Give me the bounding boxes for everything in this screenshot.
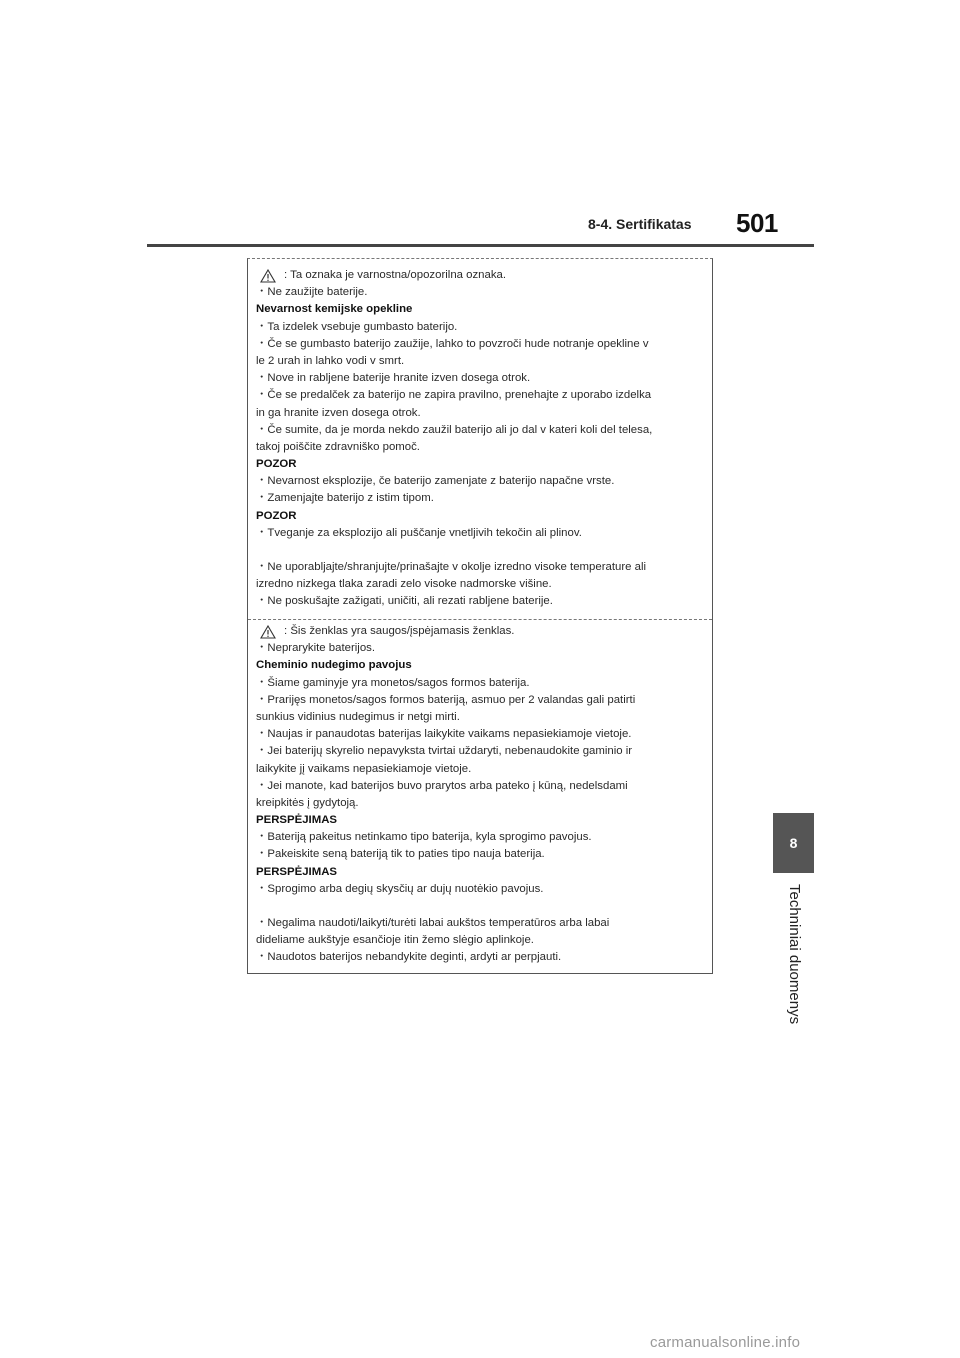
text-line: ・Če se predalček za baterijo ne zapira pravilno, prenehajte z uporabo izdelka xyxy=(256,389,652,402)
warning-triangle-icon xyxy=(260,269,276,283)
text-line: ・Jei baterijų skyrelio nepavyksta tvirtai uždaryti, nebenaudokite gaminio ir xyxy=(256,745,633,758)
text-line: kreipkitės į gydytoją. xyxy=(256,796,359,809)
text-line: laikykite jį vaikams nepasiekiamoje vietoje. xyxy=(256,762,472,775)
certification-panel xyxy=(247,258,713,974)
text-line: ・Nevarnost eksplozije, če baterijo zamenjate z baterijo napačne vrste. xyxy=(256,475,615,488)
text-line: ・Ne uporabljajte/shranjujte/prinašajte v okolje izredno visoke temperature ali xyxy=(256,561,647,573)
warning-symbol-line xyxy=(256,623,708,640)
text-line: izredno nizkega tlaka zaradi zelo visoke nadmorske višine. xyxy=(256,578,552,591)
header-rule xyxy=(147,244,814,247)
text-line: sunkius vidinius nudegimus ir netgi mirti. xyxy=(256,710,460,723)
text-line: ・Bateriją pakeitus netinkamo tipo baterija, kyla sprogimo pavojus. xyxy=(256,831,592,844)
warning-symbol-text: : Šis ženklas yra saugos/įspėjamasis ženklas. xyxy=(284,625,515,637)
section-title: 8-4. Sertifikatas xyxy=(588,216,692,232)
text-line: ・Nove in rabljene baterije hranite izven dosega otrok. xyxy=(256,372,531,385)
chapter-tab[interactable]: 8 xyxy=(773,813,814,873)
text-line: ・Šiame gaminyje yra monetos/sagos formos baterija. xyxy=(256,676,530,689)
text-line: ・Če se gumbasto baterijo zaužije, lahko to povzroči hude notranje opekline v xyxy=(256,337,649,350)
text-line: ・Če sumite, da je morda nekdo zaužil baterijo ali jo dal v kateri koli del telesa, xyxy=(256,423,653,436)
warning-symbol-line xyxy=(256,267,708,284)
text-line: ・Zamenjajte baterijo z istim tipom. xyxy=(256,492,434,505)
section-divider xyxy=(248,619,712,620)
text-line: ・Naujas ir panaudotas baterijas laikykite vaikams nepasiekiamoje vietoje. xyxy=(256,728,632,741)
text-line: ・Ne poskušajte zažigati, uničiti, ali rezati rabljene baterije. xyxy=(256,595,553,608)
text-line: ・Ta izdelek vsebuje gumbasto baterijo. xyxy=(256,320,458,333)
warning-symbol-text: : Ta oznaka je varnostna/opozorilna oznaka. xyxy=(284,269,507,281)
caution-heading: PERSPĖJIMAS xyxy=(256,865,338,878)
text-line: ・Prarijęs monetos/sagos formos bateriją, asmuo per 2 valandas gali patirti xyxy=(256,693,636,706)
page-number: 501 xyxy=(736,208,778,238)
text-line: ・Sprogimo arba degių skysčių ar dujų nuotėkio pavojus. xyxy=(256,882,544,895)
text-line: ・Jei manote, kad baterijos buvo prarytos arba pateko į kūną, nedelsdami xyxy=(256,779,628,792)
subheading: Nevarnost kemijske opekline xyxy=(256,303,413,316)
text-line: dideliame aukštyje esančioje itin žemo slėgio aplinkoje. xyxy=(256,934,534,947)
warning-triangle-icon xyxy=(260,625,276,639)
watermark-link[interactable]: carmanualsonline.info xyxy=(650,1334,801,1351)
text-line: ・Tveganje za eksplozijo ali puščanje vnetljivih tekočin ali plinov. xyxy=(256,526,582,539)
text-line: takoj poiščite zdravniško pomoč. xyxy=(256,440,420,453)
caution-heading: POZOR xyxy=(256,458,297,471)
text-line: ・Ne zaužijte baterije. xyxy=(256,286,368,299)
text-line: ・Naudotos baterijos nebandykite deginti, ardyti ar perpjauti. xyxy=(256,951,562,964)
text-line: le 2 urah in lahko vodi v smrt. xyxy=(256,354,405,367)
text-line: ・Pakeiskite seną bateriją tik to paties tipo nauja baterija. xyxy=(256,848,545,861)
lithuanian-warning-section xyxy=(256,623,708,967)
caution-heading: PERSPĖJIMAS xyxy=(256,814,338,827)
slovenian-warning-section xyxy=(256,267,708,611)
text-line: ・Negalima naudoti/laikyti/turėti labai aukštos temperatūros arba labai xyxy=(256,917,610,929)
caution-heading: POZOR xyxy=(256,509,297,522)
text-line: ・Neprarykite baterijos. xyxy=(256,642,376,655)
chapter-label: Techniniai duomenys xyxy=(786,884,803,1025)
subheading: Cheminio nudegimo pavojus xyxy=(256,659,412,672)
text-line: in ga hranite izven dosega otrok. xyxy=(256,406,421,419)
